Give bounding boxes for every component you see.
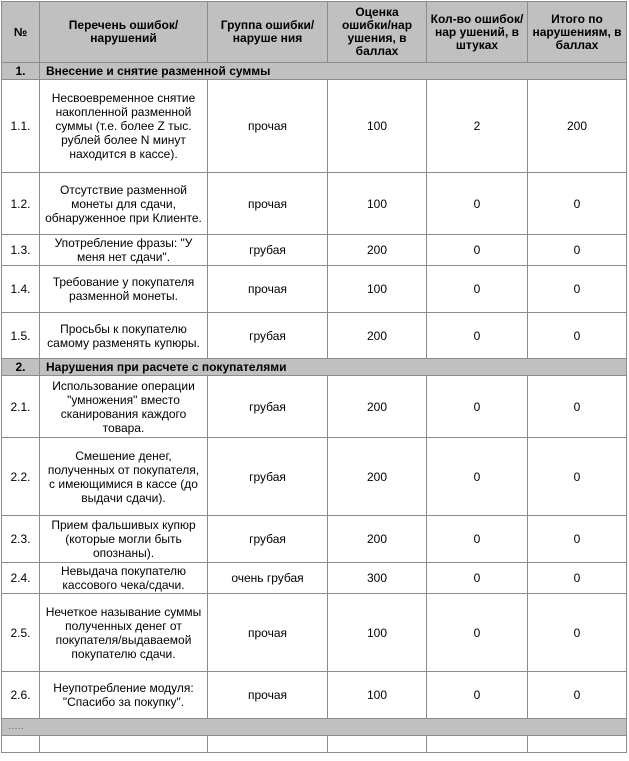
row-score: 200 [328,438,427,516]
row-count: 0 [427,173,528,235]
empty-cell [528,736,627,753]
row-score: 200 [328,376,427,438]
row-num: 2.1. [2,376,40,438]
row-num: 2.6. [2,672,40,719]
row-num: 1.3. [2,235,40,266]
row-group: прочая [208,80,328,173]
header-row [2,2,627,63]
table-row [2,376,627,438]
row-group: грубая [208,235,328,266]
row-num: 1.4. [2,266,40,313]
row-group: грубая [208,313,328,359]
row-total: 0 [528,235,627,266]
row-total: 0 [528,438,627,516]
table-row [2,80,627,173]
empty-cell [328,736,427,753]
row-name: Неупотребление модуля: "Спасибо за покупку". [40,672,208,719]
table-row [2,516,627,563]
section-row [2,63,627,80]
row-score: 200 [328,235,427,266]
empty-cell [2,736,40,753]
row-group: прочая [208,672,328,719]
section-num: 2. [2,359,40,376]
row-count: 0 [427,516,528,563]
row-num: 1.1. [2,80,40,173]
row-group: прочая [208,594,328,672]
section-title: Внесение и снятие разменной суммы [40,63,627,80]
header-group: Группа ошибки/наруше ния [208,2,328,63]
empty-cell [208,736,328,753]
header-list: Перечень ошибок/нарушений [40,2,208,63]
row-score: 200 [328,516,427,563]
empty-cell [40,736,208,753]
row-count: 0 [427,313,528,359]
row-name: Несвоевременное снятие накопленной разменной суммы (т.е. более Z тыс. рублей более N минут находится в кассе). [40,80,208,173]
table-row [2,672,627,719]
row-count: 0 [427,235,528,266]
row-num: 1.2. [2,173,40,235]
empty-row [2,736,627,753]
empty-cell [427,736,528,753]
row-name: Отсутствие разменной монеты для сдачи, обнаруженное при Клиенте. [40,173,208,235]
row-count: 0 [427,266,528,313]
row-score: 100 [328,80,427,173]
table-row [2,173,627,235]
row-name: Употребление фразы: "У меня нет сдачи". [40,235,208,266]
row-num: 2.5. [2,594,40,672]
row-count: 0 [427,672,528,719]
row-group: прочая [208,266,328,313]
errors-table [1,1,627,753]
row-name: Использование операции "умножения" вместо сканирования каждого товара. [40,376,208,438]
row-name: Просьбы к покупателю самому разменять купюры. [40,313,208,359]
row-group: грубая [208,376,328,438]
header-num: № [2,2,40,63]
row-group: грубая [208,438,328,516]
row-count: 0 [427,438,528,516]
row-count: 0 [427,594,528,672]
row-num: 2.2. [2,438,40,516]
ellipsis-row [2,719,627,736]
row-total: 0 [528,266,627,313]
row-score: 100 [328,173,427,235]
row-group: грубая [208,516,328,563]
row-num: 1.5. [2,313,40,359]
header-count: Кол-во ошибок/нар ушений, в штуках [427,2,528,63]
row-total: 0 [528,672,627,719]
row-score: 100 [328,266,427,313]
row-num: 2.4. [2,563,40,594]
row-name: Нечеткое называние суммы полученных денег от покупателя/выдаваемой покупателю сдачи. [40,594,208,672]
table-row [2,235,627,266]
row-count: 0 [427,376,528,438]
row-score: 100 [328,672,427,719]
row-name: Требование у покупателя разменной монеты. [40,266,208,313]
row-name: Невыдача покупателю кассового чека/сдачи. [40,563,208,594]
row-total: 0 [528,313,627,359]
row-score: 300 [328,563,427,594]
section-num: 1. [2,63,40,80]
section-row [2,359,627,376]
row-total: 0 [528,516,627,563]
table-row [2,266,627,313]
section-title: Нарушения при расчете с покупателями [40,359,627,376]
table-row [2,563,627,594]
row-total: 0 [528,594,627,672]
row-name: Смешение денег, полученных от покупателя, с имеющимися в кассе (до выдачи сдачи). [40,438,208,516]
row-name: Прием фальшивых купюр (которые могли быть опознаны). [40,516,208,563]
row-count: 0 [427,563,528,594]
ellipsis-text: ….. [2,719,627,736]
row-total: 0 [528,563,627,594]
row-total: 0 [528,173,627,235]
row-count: 2 [427,80,528,173]
row-score: 100 [328,594,427,672]
table-row [2,313,627,359]
header-score: Оценка ошибки/нар ушения, в баллах [328,2,427,63]
row-group: очень грубая [208,563,328,594]
table-row [2,594,627,672]
table-row [2,438,627,516]
row-total: 200 [528,80,627,173]
row-num: 2.3. [2,516,40,563]
row-total: 0 [528,376,627,438]
row-group: прочая [208,173,328,235]
header-total: Итого по нарушениям, в баллах [528,2,627,63]
row-score: 200 [328,313,427,359]
